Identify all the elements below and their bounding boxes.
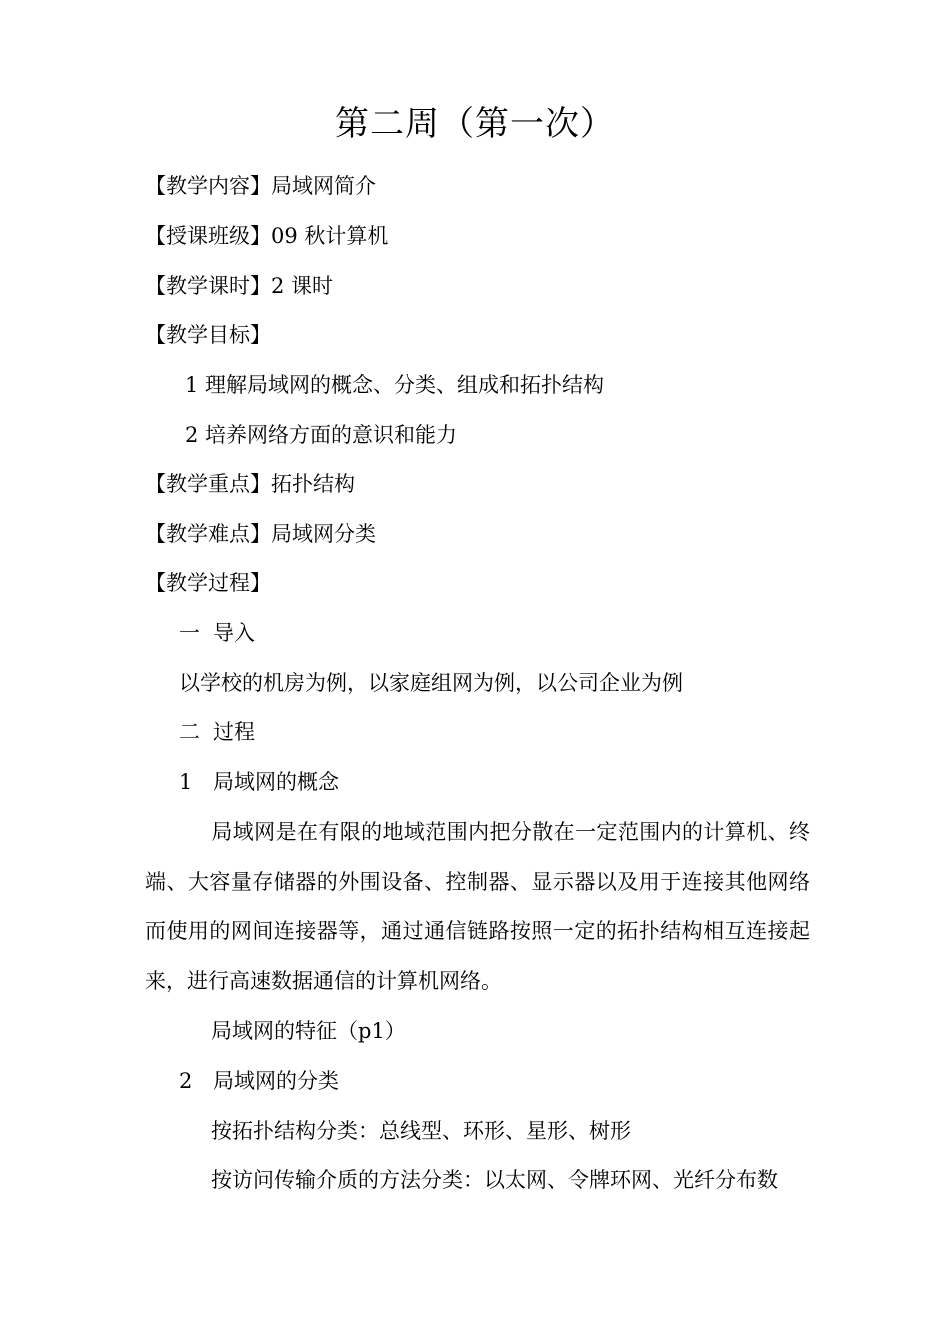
item2-access-method: 按访问传输介质的方法分类：以太网、令牌环网、光纤分布数 — [211, 1168, 778, 1192]
item1-heading — [179, 768, 339, 796]
goal-item: 1 理解局域网的概念、分类、组成和拓扑结构 — [185, 373, 605, 397]
process-label: 【教学过程】 — [145, 571, 271, 595]
meta-difficulty — [145, 520, 376, 548]
class-label: 【授课班级】 — [145, 224, 271, 248]
item1-body-text: 局域网是在有限的地域范围内把分散在一定范围内的计算机、终端、大容量存储器的外围设备、控制器、显示器以及用于连接其他网络而使用的网间连接器等，通过通信链路按照一定的拓扑结构相互连接起来，进行高速数据通信的计算机网络。 — [145, 820, 810, 993]
item-number: 1 — [179, 770, 193, 794]
difficulty-label: 【教学难点】 — [145, 522, 271, 546]
item2-topology: 按拓扑结构分类：总线型、环形、星形、树形 — [211, 1119, 631, 1143]
item-title: 局域网的分类 — [213, 1069, 339, 1093]
goals-label: 【教学目标】 — [145, 323, 271, 347]
section-number: 一 — [179, 621, 200, 645]
section-process-heading — [179, 718, 255, 746]
meta-hours — [145, 272, 333, 300]
section-number: 二 — [179, 720, 200, 744]
section-title: 过程 — [213, 720, 255, 744]
item1-features: 局域网的特征（p1） — [211, 1019, 406, 1043]
hours-value: 2 课时 — [271, 274, 334, 298]
meta-key-point — [145, 470, 355, 498]
key-label: 【教学重点】 — [145, 472, 271, 496]
content-label: 【教学内容】 — [145, 174, 271, 198]
section-intro-heading — [179, 619, 255, 647]
goal-item: 2 培养网络方面的意识和能力 — [185, 423, 458, 447]
intro-text: 以学校的机房为例，以家庭组网为例，以公司企业为例 — [179, 671, 683, 695]
section-title: 导入 — [213, 621, 255, 645]
item2-heading — [179, 1067, 339, 1095]
meta-content — [145, 172, 376, 200]
hours-label: 【教学课时】 — [145, 274, 271, 298]
content-value: 局域网简介 — [271, 174, 376, 198]
class-value: 09 秋计算机 — [271, 224, 389, 248]
meta-class — [145, 222, 388, 250]
difficulty-value: 局域网分类 — [271, 522, 376, 546]
key-value: 拓扑结构 — [271, 472, 355, 496]
item-number: 2 — [179, 1069, 193, 1093]
item-title: 局域网的概念 — [213, 770, 339, 794]
page-title: 第二周（第一次） — [335, 104, 615, 144]
item1-body — [145, 808, 810, 1006]
